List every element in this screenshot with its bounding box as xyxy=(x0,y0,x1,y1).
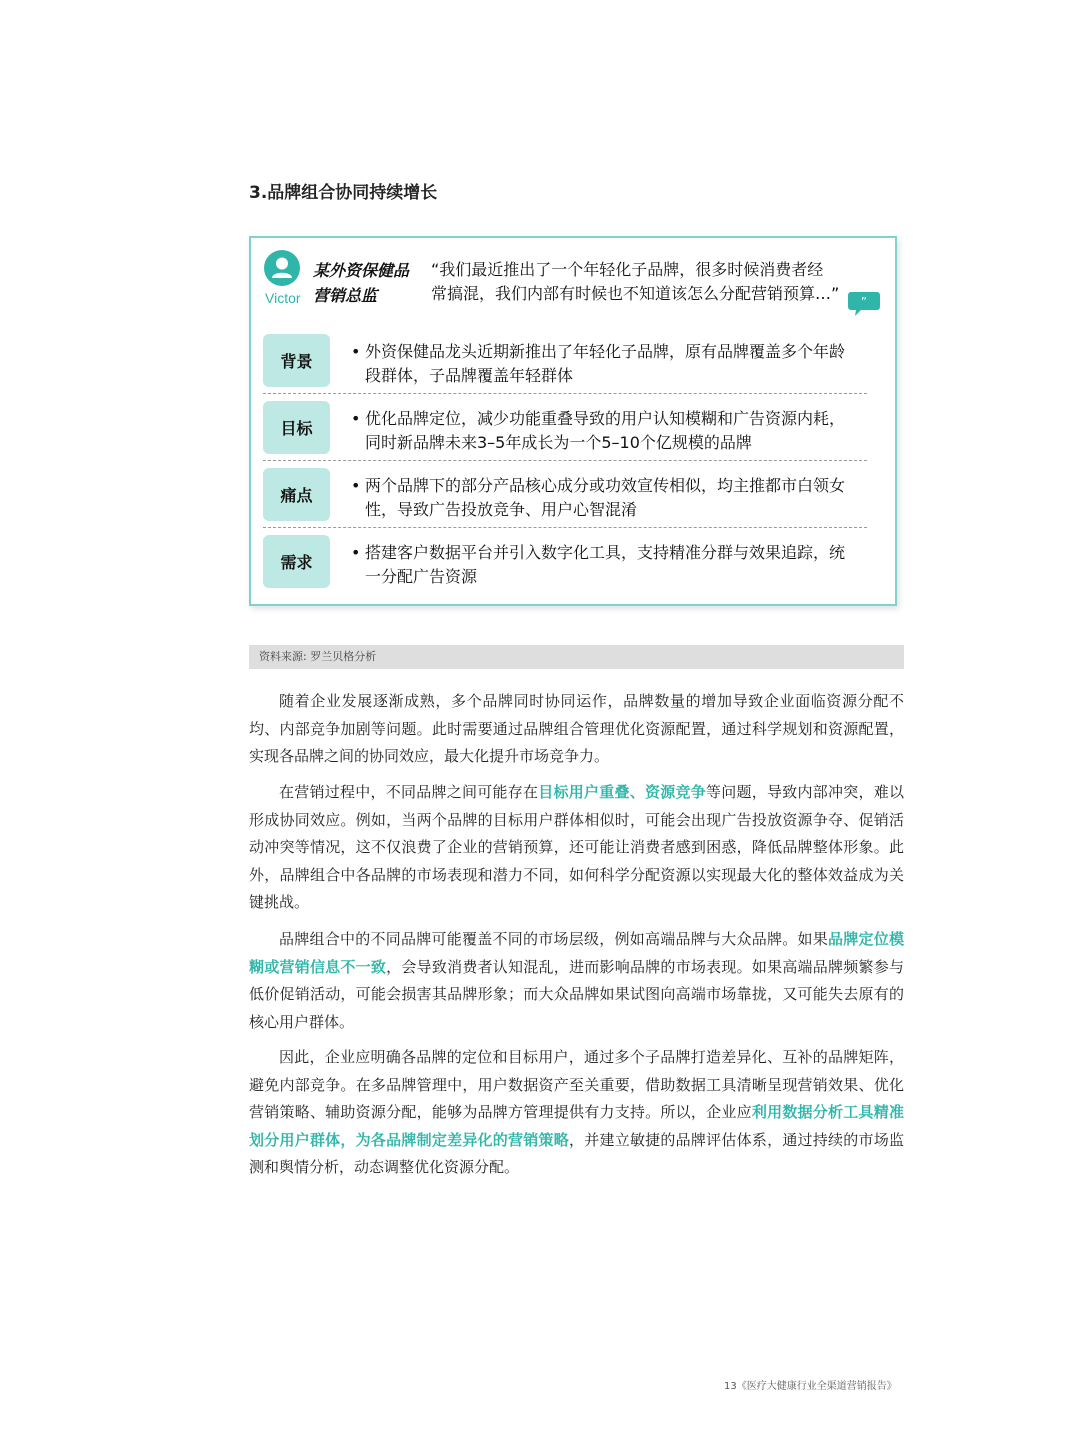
paragraph-4-text-a: 因此，企业应明确各品牌的定位和目标用户，通过多个子品牌打造差异化、互补的品牌矩阵，避免内部竞争。在多品牌管理中，用户数据资产至关重要，借助数据工具清晰呈现营销效果、优化营销策略、辅助资源分配，能够为品牌方管理提供有力支持。所以，企业应 xyxy=(249,1048,904,1121)
dashed-divider xyxy=(263,393,867,394)
row-line1: 两个品牌下的部分产品核心成分或功效宣传相似，均主推都市白领女 xyxy=(365,476,846,495)
source-note: 资料来源: 罗兰贝格分析 xyxy=(249,645,904,669)
row-text xyxy=(365,340,865,387)
quote-line1: “我们最近推出了一个年轻化子品牌，很多时候消费者经 xyxy=(431,260,824,279)
paragraph-2 xyxy=(249,779,904,917)
paragraph-2-text-b: 等问题，导致内部冲突，难以形成协同效应。例如，当两个品牌的目标用户群体相似时，可能会出现广告投放资源争夺、促销活动冲突等情况，这不仅浪费了企业的营销预算，还可能让消费者感到困惑，降低品牌整体形象。此外，品牌组合中各品牌的市场表现和潜力不同，如何科学分配资源以实现最大化的整体效益成为关键挑战。 xyxy=(249,783,904,911)
row-text xyxy=(365,407,865,454)
persona-role-line1: 某外资保健品 xyxy=(313,261,410,280)
bullet-icon: • xyxy=(351,342,361,361)
persona-role-line2: 营销总监 xyxy=(313,286,378,305)
paragraph-4-text-b: ，并建立敏捷的品牌评估体系，通过持续的市场监测和舆情分析，动态调整优化资源分配。 xyxy=(249,1130,904,1176)
paragraph-1: 随着企业发展逐渐成熟，多个品牌同时协同运作，品牌数量的增加导致企业面临资源分配不均、内部竞争加剧等问题。此时需要通过品牌组合管理优化资源配置，通过科学规划和资源配置，实现各品牌之间的协同效应，最大化提升市场竞争力。 xyxy=(249,692,904,765)
speech-bubble-icon xyxy=(847,288,881,318)
row-line2: 一分配广告资源 xyxy=(365,566,478,586)
row-goal xyxy=(263,399,867,459)
paragraph-4 xyxy=(249,1044,904,1182)
bullet-icon: • xyxy=(351,476,361,495)
bullet-icon: • xyxy=(351,409,361,428)
row-line1: 外资保健品龙头近期新推出了年轻化子品牌，原有品牌覆盖多个年龄 xyxy=(365,342,846,361)
bullet-icon: • xyxy=(351,543,361,562)
paragraph-3-text-a: 品牌组合中的不同品牌可能覆盖不同的市场层级，例如高端品牌与大众品牌。如果 xyxy=(279,930,828,948)
row-line1: 搭建客户数据平台并引入数字化工具，支持精准分群与效果追踪，统 xyxy=(365,543,846,562)
row-line2: 性，导致广告投放竞争、用户心智混淆 xyxy=(365,499,638,519)
paragraph-3-highlight: 品牌定位模糊或营销信息不一致 xyxy=(249,930,904,976)
tag-background: 背景 xyxy=(263,334,330,387)
dashed-divider xyxy=(263,527,867,528)
row-pain-point xyxy=(263,466,867,526)
paragraph-3-text-b: ，会导致消费者认知混乱，进而影响品牌的市场表现。如果高端品牌频繁参与低价促销活动，可能会损害其品牌形象；而大众品牌如果试图向高端市场靠拢，又可能失去原有的核心用户群体。 xyxy=(249,957,904,1031)
row-line2: 同时新品牌未来3–5年成长为一个5–10个亿规模的品牌 xyxy=(365,432,752,452)
user-avatar-icon xyxy=(264,250,300,286)
row-demand xyxy=(263,533,867,593)
row-text xyxy=(365,541,865,588)
row-background xyxy=(263,332,867,392)
persona-role xyxy=(313,258,409,308)
row-line1: 优化品牌定位，减少功能重叠导致的用户认知模糊和广告资源内耗， xyxy=(365,409,846,428)
section-heading: 3.品牌组合协同持续增长 xyxy=(249,183,438,203)
tag-demand: 需求 xyxy=(263,535,330,588)
tag-pain-point: 痛点 xyxy=(263,468,330,521)
tag-goal: 目标 xyxy=(263,401,330,454)
paragraph-3 xyxy=(249,926,904,1036)
svg-text:”: ” xyxy=(860,295,868,309)
persona-quote xyxy=(431,258,851,306)
case-card xyxy=(249,236,897,606)
page-footer: 13《医疗大健康行业全渠道营销报告》 xyxy=(724,1381,897,1392)
row-line2: 段群体，子品牌覆盖年轻群体 xyxy=(365,365,574,385)
quote-line2: 常搞混，我们内部有时候也不知道该怎么分配营销预算…” xyxy=(431,284,840,303)
paragraph-2-text-a: 在营销过程中，不同品牌之间可能存在 xyxy=(279,783,539,801)
row-text xyxy=(365,474,865,521)
paragraph-2-highlight: 目标用户重叠、资源竞争 xyxy=(538,783,706,801)
dashed-divider xyxy=(263,460,867,461)
paragraph-4-highlight: 利用数据分析工具精准划分用户群体，为各品牌制定差异化的营销策略 xyxy=(249,1103,904,1149)
persona-name: Victor xyxy=(265,290,301,306)
